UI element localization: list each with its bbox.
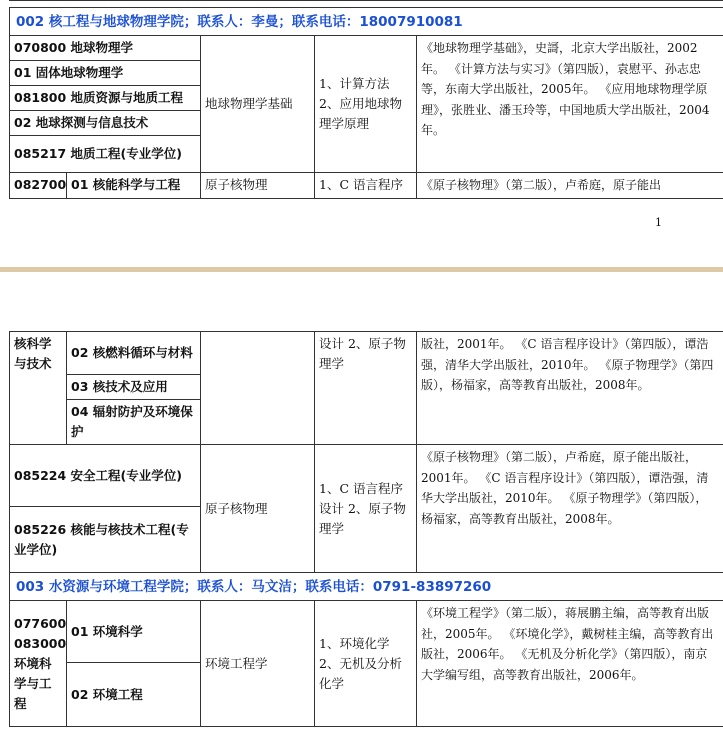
major-085217: 085217 地质工程(专业学位) [10, 136, 201, 173]
subjects-env: 1、环境化学 2、无机及分析化学 [315, 601, 417, 727]
page-number: 1 [655, 216, 662, 229]
discipline-environment: 077600 083000 环境科学与工程 [10, 601, 67, 727]
major-085226: 085226 核能与核技术工程(专业学位) [10, 507, 201, 573]
exam-subject-env: 环境工程学 [201, 601, 315, 727]
exam-subject-nuclear: 原子核物理 [201, 173, 315, 199]
reference-books-geophysics: 《地球物理学基础》，史謌，北京大学出版社，2002年。 《计算方法与实习》（第四版），袁慰平、孙志忠等，东南大学出版社，2005年。 《应用地球物理学原理》，张胜业、潘玉玲等，中国地质大学出版社，2004年。 [417, 36, 723, 173]
exam-subject-geophysics: 地球物理学基础 [201, 36, 315, 173]
major-02: 02 地球探测与信息技术 [10, 111, 201, 136]
major-070800: 070800 地球物理学 [10, 36, 201, 61]
major-nuclear-fuel-cycle: 02 核燃料循环与材料 [67, 332, 201, 375]
page-separator [0, 267, 723, 272]
reference-books-env: 《环境工程学》（第二版），蒋展鹏主编，高等教育出版社，2005年。 《环境化学》，戴树桂主编，高等教育出版社，2006年。 《无机及分析化学》（第四版），南京大学编写组，高等教育出版社，2006年。 [417, 601, 723, 727]
discipline-nuclear-science: 核科学与技术 [10, 332, 67, 445]
subjects-continued: 设计 2、原子物理学 [315, 332, 417, 445]
page1-table [9, 7, 723, 199]
major-nuclear-tech: 03 核技术及应用 [67, 375, 201, 400]
major-env-science: 01 环境科学 [67, 601, 201, 663]
page2-table [9, 331, 723, 727]
top-border [9, 0, 723, 1]
college-header-002: 002 核工程与地球物理学院；联系人：李曼；联系电话：18007910081 [10, 8, 723, 36]
reference-books-nuclear: 《原子核物理》（第二版），卢希庭，原子能出 [417, 173, 723, 199]
subjects-geophysics: 1、计算方法 2、应用地球物理学原理 [315, 36, 417, 173]
exam-subject-blank [201, 332, 315, 445]
major-081800: 081800 地质资源与地质工程 [10, 86, 201, 111]
major-env-engineering: 02 环境工程 [67, 663, 201, 727]
reference-books-continued: 版社，2001年。 《C 语言程序设计》（第四版），谭浩强，清华大学出版社，2010年。 《原子物理学》（第四版），杨福家，高等教育出版社，2008年。 [417, 332, 723, 445]
major-nuclear-science: 01 核能科学与工程 [67, 173, 201, 199]
subjects-safety: 1、C 语言程序设计 2、原子物理学 [315, 445, 417, 573]
code-082700: 082700 [10, 173, 67, 199]
major-085224: 085224 安全工程(专业学位) [10, 445, 201, 507]
major-01: 01 固体地球物理学 [10, 61, 201, 86]
reference-books-safety: 《原子核物理》（第二版），卢希庭，原子能出版社，2001年。 《C 语言程序设计》（第四版），谭浩强，清华大学出版社，2010年。 《原子物理学》（第四版），杨福家，高等教育出版社，2008年。 [417, 445, 723, 573]
exam-subject-nuclear-physics: 原子核物理 [201, 445, 315, 573]
college-header-003: 003 水资源与环境工程学院；联系人：马文洁；联系电话：0791-83897260 [10, 573, 723, 601]
major-radiation-protection: 04 辐射防护及环境保护 [67, 400, 201, 445]
subjects-nuclear: 1、C 语言程序 [315, 173, 417, 199]
